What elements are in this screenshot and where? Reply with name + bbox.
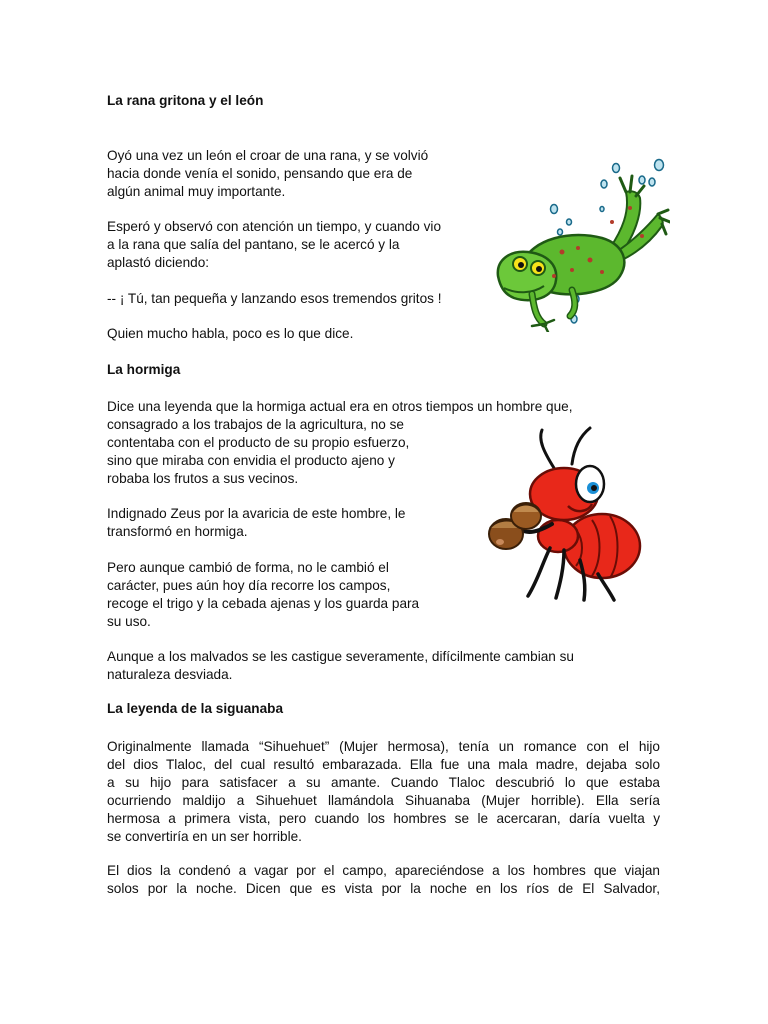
paragraph <box>107 290 442 308</box>
text-line: se convertiría en un ser horrible. <box>107 829 302 844</box>
text-line: El dios la condenó a vagar por el campo, apareciéndose a los hombres que viajan <box>107 863 660 878</box>
text-line: aplastó diciendo: <box>107 255 210 270</box>
paragraph <box>107 738 660 846</box>
text-line: ocurriendo maldijo a Sihuehuet llamándola Sihuanaba (Mujer horrible). Ella sería <box>107 793 660 808</box>
paragraph <box>107 559 419 631</box>
text-line: su uso. <box>107 614 151 629</box>
text-line: transformó en hormiga. <box>107 524 248 539</box>
paragraph <box>107 218 441 272</box>
text-line: carácter, pues aún hoy día recorre los campos, <box>107 578 391 593</box>
text-line: Indignado Zeus por la avaricia de este hombre, le <box>107 506 406 521</box>
text-line: robaba los frutos a sus vecinos. <box>107 471 299 486</box>
ant-illustration <box>480 424 650 602</box>
text-line: contentaba con el producto de su propio esfuerzo, <box>107 435 410 450</box>
text-line: Originalmente llamada “Sihuehuet” (Mujer hermosa), tenía un romance con el hijo <box>107 739 660 754</box>
paragraph <box>107 325 353 343</box>
text-line: naturaleza desviada. <box>107 667 233 682</box>
text-line: Pero aunque cambió de forma, no le cambió el <box>107 560 389 575</box>
text-line: Aunque a los malvados se les castigue severamente, difícilmente cambian su <box>107 649 574 664</box>
text-line: solos por la noche. Dicen que es vista por la noche en los ríos de El Salvador, <box>107 881 660 896</box>
text-line: a su hijo para satisfacer a su amante. Cuando Tlaloc descubrió lo que estaba <box>107 775 660 790</box>
text-line: Oyó una vez un león el croar de una rana, y se volvió <box>107 148 429 163</box>
text-line: hacia donde venía el sonido, pensando que era de <box>107 166 413 181</box>
paragraph <box>107 505 406 541</box>
text-line: hermosa a primera vista, pero cuando los hombres se le acercaran, daría vuelta y <box>107 811 660 826</box>
text-line: -- ¡ Tú, tan pequeña y lanzando esos tremendos gritos ! <box>107 291 442 306</box>
text-line: consagrado a los trabajos de la agricultura, no se <box>107 417 404 432</box>
story-title: La rana gritona y el león <box>107 93 264 108</box>
text-line: recoge el trigo y la cebada ajenas y los guarda para <box>107 596 420 611</box>
text-line: Dice una leyenda que la hormiga actual era en otros tiempos un hombre que, <box>107 399 573 414</box>
text-line: Esperó y observó con atención un tiempo, y cuando vio <box>107 219 442 234</box>
text-line: a la rana que salía del pantano, se le acercó y la <box>107 237 400 252</box>
text-line: algún animal muy importante. <box>107 184 286 199</box>
text-line: sino que miraba con envidia el producto ajeno y <box>107 453 395 468</box>
text-line: del dios Tlaloc, del cual resultó embarazada. Ella fue una mala madre, dejaba solo <box>107 757 660 772</box>
story-title: La leyenda de la siguanaba <box>107 701 284 716</box>
paragraph <box>107 862 660 898</box>
text-line: Quien mucho habla, poco es lo que dice. <box>107 326 354 341</box>
paragraph <box>107 147 428 201</box>
story-title: La hormiga <box>107 362 181 377</box>
frog-illustration <box>492 152 670 332</box>
paragraph <box>107 648 574 684</box>
